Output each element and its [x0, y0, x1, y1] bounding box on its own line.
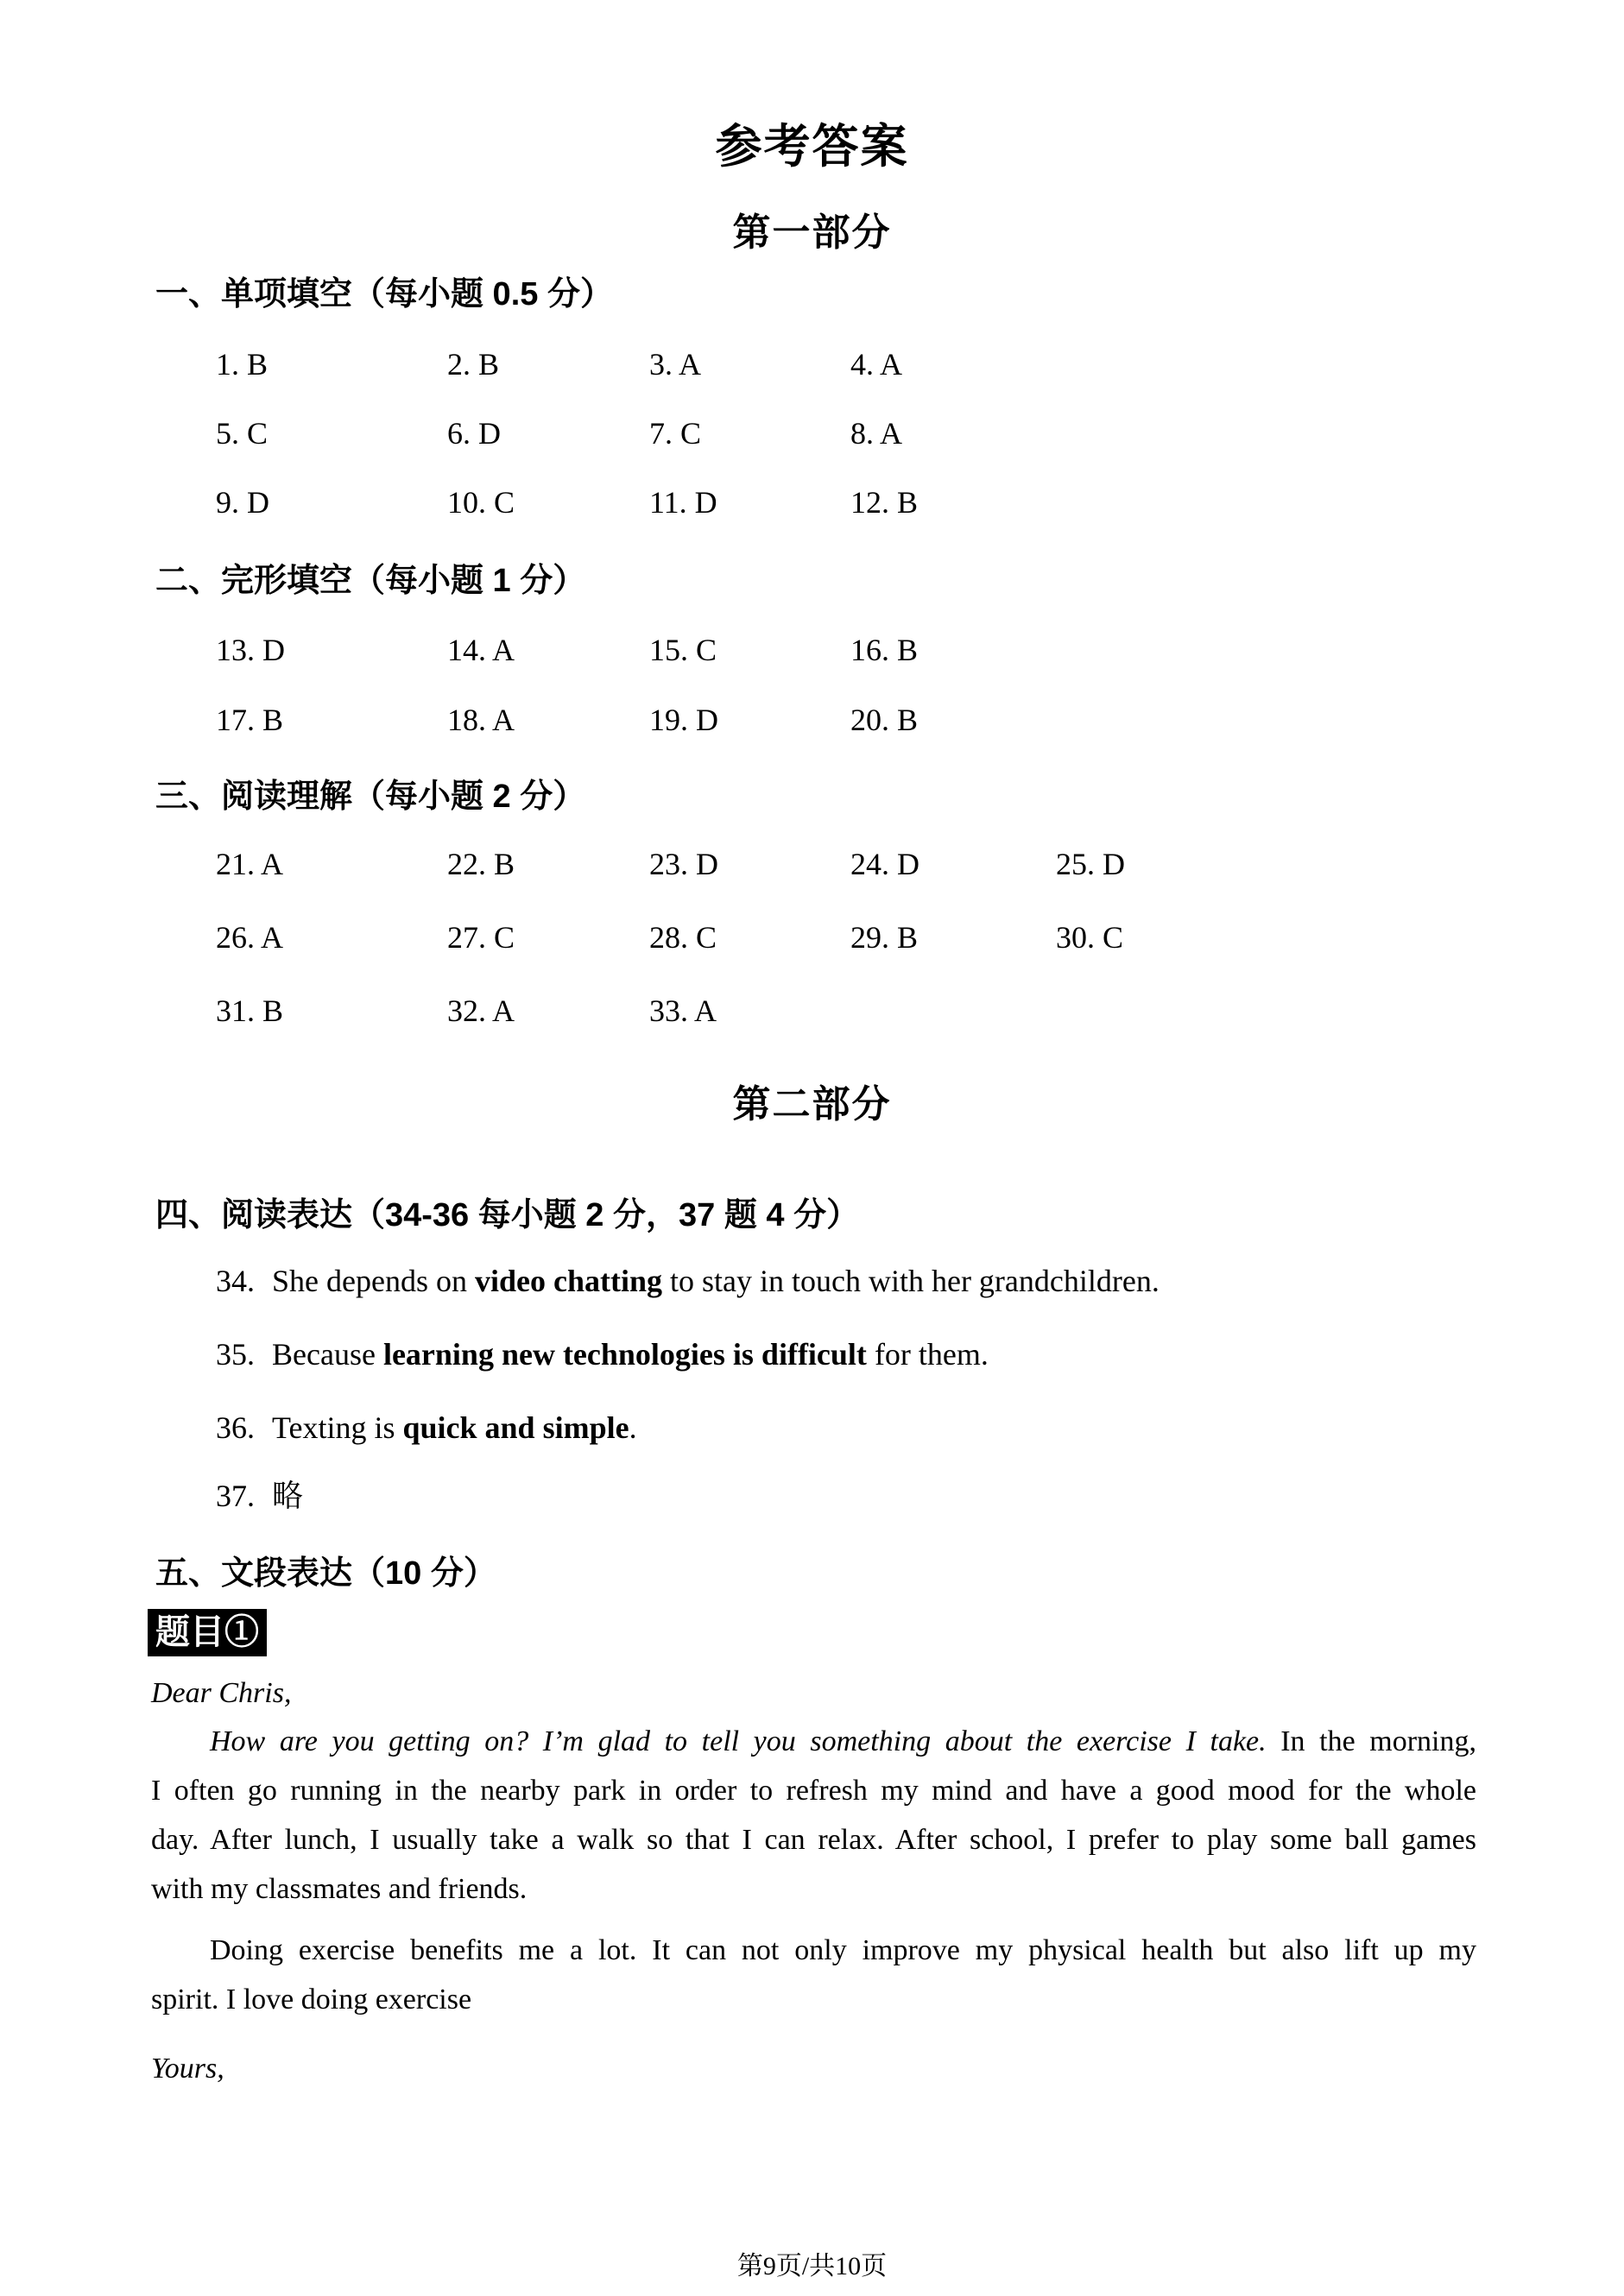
answer-cell: 2. B	[447, 347, 500, 382]
section-2-heading: 二、完形填空（每小题 1 分）	[155, 563, 586, 599]
answer-text-bold: video chatting	[474, 1264, 662, 1298]
answer-cell: 23. D	[649, 847, 718, 881]
answer-cell: 33. A	[649, 993, 717, 1028]
answer-cell: 4. A	[850, 347, 903, 382]
answer-cell: 24. D	[850, 847, 919, 881]
letter-line-1-italic: How are you getting on? I’m glad to tell you something about the exercise I take.	[210, 1725, 1267, 1757]
answer-cell: 7. C	[649, 416, 702, 451]
answer-cell: 31. B	[216, 993, 284, 1028]
answer-text-pre: She depends on	[272, 1264, 475, 1298]
page-title: 参考答案	[715, 121, 909, 173]
letter-line-1	[151, 1723, 1476, 1761]
answer-cell: 20. B	[850, 703, 919, 737]
answer-cell: 26. A	[216, 920, 284, 955]
answer-row	[0, 992, 1624, 1035]
answer-number: 37.	[216, 1479, 255, 1513]
answer-cell: 14. A	[447, 633, 515, 667]
answer-text-post: for them.	[866, 1337, 989, 1372]
answer-cell: 5. C	[216, 416, 269, 451]
answer-text-bold: quick and simple	[402, 1410, 629, 1445]
letter-line-5: Doing exercise benefits me a lot. It can not only improve my physical health but also lift up my	[210, 1934, 1476, 1966]
reading-answer-36	[216, 1409, 637, 1447]
letter-line-1-roman: In the morning,	[1266, 1725, 1476, 1757]
answer-row	[0, 631, 1624, 674]
answer-cell: 18. A	[447, 703, 515, 737]
answer-cell: 21. A	[216, 847, 284, 881]
answer-cell: 15. C	[649, 633, 717, 667]
answer-cell: 22. B	[447, 847, 515, 881]
letter-line-2: I often go running in the nearby park in order to refresh my mind and have a good mood for the whole	[151, 1775, 1476, 1807]
section-4-heading: 四、阅读表达（34-36 每小题 2 分，37 题 4 分）	[155, 1197, 860, 1233]
answer-number: 34.	[216, 1264, 255, 1298]
answer-cell: 19. D	[649, 703, 718, 737]
answer-number: 36.	[216, 1410, 255, 1445]
section-3-heading: 三、阅读理解（每小题 2 分）	[155, 779, 586, 815]
answer-cell: 11. D	[649, 485, 717, 520]
reading-answer-35	[216, 1335, 989, 1373]
answer-cell: 13. D	[216, 633, 285, 667]
answer-row	[0, 845, 1624, 888]
answer-cell: 32. A	[447, 993, 515, 1028]
answer-cell: 30. C	[1056, 920, 1124, 955]
letter-line-3: day. After lunch, I usually take a walk so that I can relax. After school, I prefer to play some ball games	[151, 1824, 1476, 1856]
reading-answer-34	[216, 1262, 1160, 1300]
answer-text-pre: Texting is	[272, 1410, 403, 1445]
answer-cell: 12. B	[850, 485, 919, 520]
letter-line-4: with my classmates and friends.	[151, 1873, 528, 1905]
answer-row	[0, 483, 1624, 527]
answer-text-post: .	[629, 1410, 637, 1445]
answer-row	[0, 414, 1624, 457]
answer-cell: 9. D	[216, 485, 269, 520]
problem-1-badge: 题目①	[148, 1609, 267, 1656]
answer-cell: 16. B	[850, 633, 919, 667]
answer-row	[0, 701, 1624, 744]
answer-cell: 27. C	[447, 920, 515, 955]
letter-line-6: spirit. I love doing exercise	[151, 1984, 472, 2015]
answer-text-post: to stay in touch with her grandchildren.	[661, 1264, 1160, 1298]
answer-row	[0, 918, 1624, 962]
answer-cell: 10. C	[447, 485, 515, 520]
answer-cell: 8. A	[850, 416, 903, 451]
letter-closing: Yours,	[151, 2053, 224, 2085]
page-footer: 第9页/共10页	[736, 2252, 888, 2280]
reading-answer-37	[216, 1477, 303, 1515]
answer-cell: 28. C	[649, 920, 717, 955]
answer-row	[0, 345, 1624, 388]
answer-text-bold: learning new technologies is difficult	[382, 1337, 867, 1372]
answer-cell: 29. B	[850, 920, 919, 955]
section-1-heading: 一、单项填空（每小题 0.5 分）	[155, 276, 613, 312]
answer-cell: 17. B	[216, 703, 284, 737]
answer-cell: 1. B	[216, 347, 269, 382]
answer-number: 35.	[216, 1337, 255, 1372]
answer-text-pre: 略	[272, 1479, 304, 1513]
section-5-heading: 五、文段表达（10 分）	[155, 1555, 496, 1592]
answer-cell: 6. D	[447, 416, 501, 451]
letter-salutation: Dear Chris,	[151, 1677, 292, 1709]
answer-text-pre: Because	[272, 1337, 383, 1372]
part-two-heading: 第二部分	[732, 1083, 892, 1126]
answer-cell: 3. A	[649, 347, 702, 382]
part-one-heading: 第一部分	[732, 211, 892, 254]
answer-cell: 25. D	[1056, 847, 1125, 881]
